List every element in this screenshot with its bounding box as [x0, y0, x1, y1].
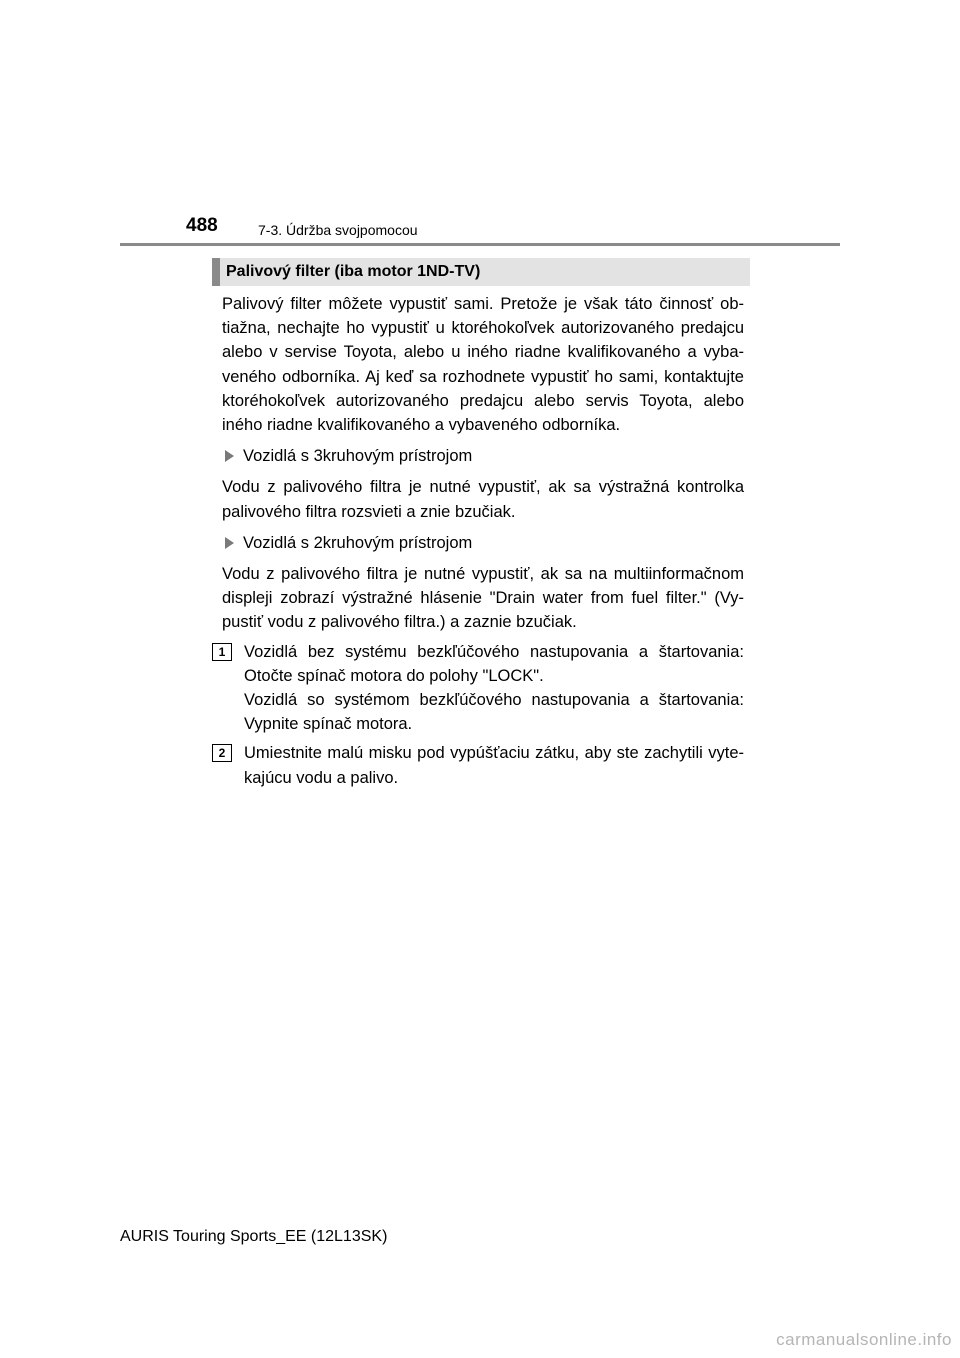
bullet-label: Vozidlá s 2kruhovým prístrojom [243, 533, 473, 552]
page-number: 488 [186, 215, 218, 236]
paragraph-3-dial: Vodu z palivového filtra je nutné vypustiť, ak sa výstražná kontrolka palivového filtra rozsvieti a znie bzučiak. [222, 478, 744, 521]
header-divider [120, 243, 840, 246]
watermark: carmanualsonline.info [776, 1330, 952, 1349]
step-1 [218, 640, 744, 737]
body-content [218, 292, 744, 790]
footer-model-code: AURIS Touring Sports_EE (12L13SK) [120, 1228, 388, 1245]
step-number-box: 1 [212, 643, 232, 661]
intro-paragraph: Palivový filter môžete vypustiť sami. Pretože je však táto činnosť ob-tiažna, nechajte ho vypustiť u ktoréhokoľvek autorizovaného predajcu alebo v servise Toyota, alebo u iného riadne kvalifikovaného a vyba-veného odborníka. Aj keď sa rozhodnete vypustiť ho sami, kontaktujte ktoréhokoľvek autorizovaného predajcu alebo servis Toyota, alebo iného riadne kvalifikovaného a vybaveného odborníka. [222, 295, 744, 435]
triangle-bullet-icon [225, 537, 234, 549]
bullet-item-3-dial [222, 444, 744, 468]
step-text: Umiestnite malú misku pod vypúšťaciu zátku, aby ste zachytili vyte-kajúcu vodu a palivo. [244, 744, 744, 787]
step-2 [218, 741, 744, 789]
step-number-box: 2 [212, 744, 232, 762]
paragraph-2-dial: Vodu z palivového filtra je nutné vypustiť, ak sa na multiinformačnom displeji zobrazí výstražné hlásenie "Drain water from fuel filter." (Vy-pustiť vodu z palivového filtra.) a zaznie bzučiak. [222, 565, 744, 632]
step-text: Vozidlá bez systému bezkľúčového nastupovania a štartovania: Otočte spínač motora do polohy "LOCK". [244, 642, 744, 685]
subsection-heading: Palivový filter (iba motor 1ND-TV) [212, 258, 750, 286]
bullet-label: Vozidlá s 3kruhovým prístrojom [243, 447, 473, 466]
step-text: Vozidlá so systémom bezkľúčového nastupovania a štartovania: Vypnite spínač motora. [244, 691, 744, 734]
section-title: 7-3. Údržba svojpomocou [258, 222, 418, 238]
bullet-item-2-dial [222, 531, 744, 555]
triangle-bullet-icon [225, 450, 234, 462]
